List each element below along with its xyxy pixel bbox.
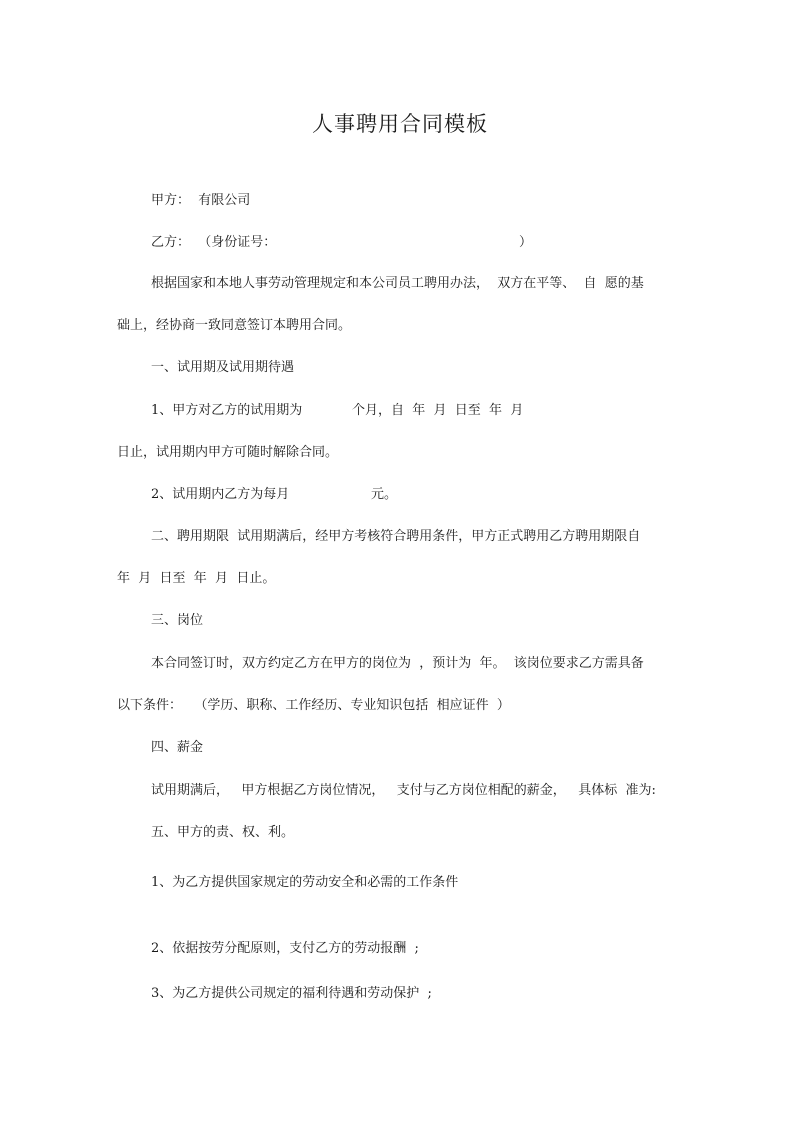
section-5-item-3: 3、为乙方提供公司规定的福利待遇和劳动保护 ;: [151, 986, 432, 1001]
section-1-heading: 一、试用期及试用期待遇: [151, 360, 295, 375]
party-a-line: 甲方： 有限公司: [151, 193, 251, 208]
section-4-line-1: 试用期满后， 甲方根据乙方岗位情况， 支付与乙方岗位相配的薪金， 具体标 准为:: [151, 783, 656, 798]
intro-paragraph-line-1: 根据国家和本地人事劳动管理规定和本公司员工聘用办法， 双方在平等、 自 愿的基: [151, 276, 644, 291]
section-1-item-2: 2、试用期内乙方为每月: [151, 487, 290, 502]
intro-paragraph-line-2: 础上，经协商一致同意签订本聘用合同。: [117, 318, 352, 333]
section-3-line-2: 以下条件： （学历、职称、工作经历、专业知识包括 相应证件 ）: [117, 698, 510, 713]
section-5-heading: 五、甲方的责、权、利。: [151, 825, 295, 840]
section-5-item-2: 2、依据按劳分配原则，支付乙方的劳动报酬 ;: [151, 941, 419, 956]
party-b-line: 乙方： （身份证号：: [151, 235, 277, 250]
section-3-line-1: 本合同签订时，双方约定乙方在甲方的岗位为 ，预计为 年。 该岗位要求乙方需具备: [151, 656, 644, 671]
section-1-item-2-unit: 元。: [371, 487, 398, 502]
section-1-item-1: 1、甲方对乙方的试用期为: [151, 403, 303, 418]
document-title: 人事聘用合同模板: [312, 112, 488, 136]
section-4-heading: 四、薪金: [151, 740, 204, 755]
party-b-close-paren: ）: [519, 235, 533, 250]
section-1-item-1-dates: 个月，自 年 月 日至 年 月: [352, 403, 524, 418]
section-1-item-1-continued: 日止，试用期内甲方可随时解除合同。: [117, 445, 339, 460]
section-2-line-2: 年 月 日至 年 月 日止。: [117, 571, 276, 586]
section-2-line-1: 二、聘用期限 试用期满后，经甲方考核符合聘用条件，甲方正式聘用乙方聘用期限自: [151, 529, 641, 544]
section-5-item-1: 1、为乙方提供国家规定的劳动安全和必需的工作条件: [151, 875, 459, 890]
section-3-heading: 三、岗位: [151, 613, 204, 628]
